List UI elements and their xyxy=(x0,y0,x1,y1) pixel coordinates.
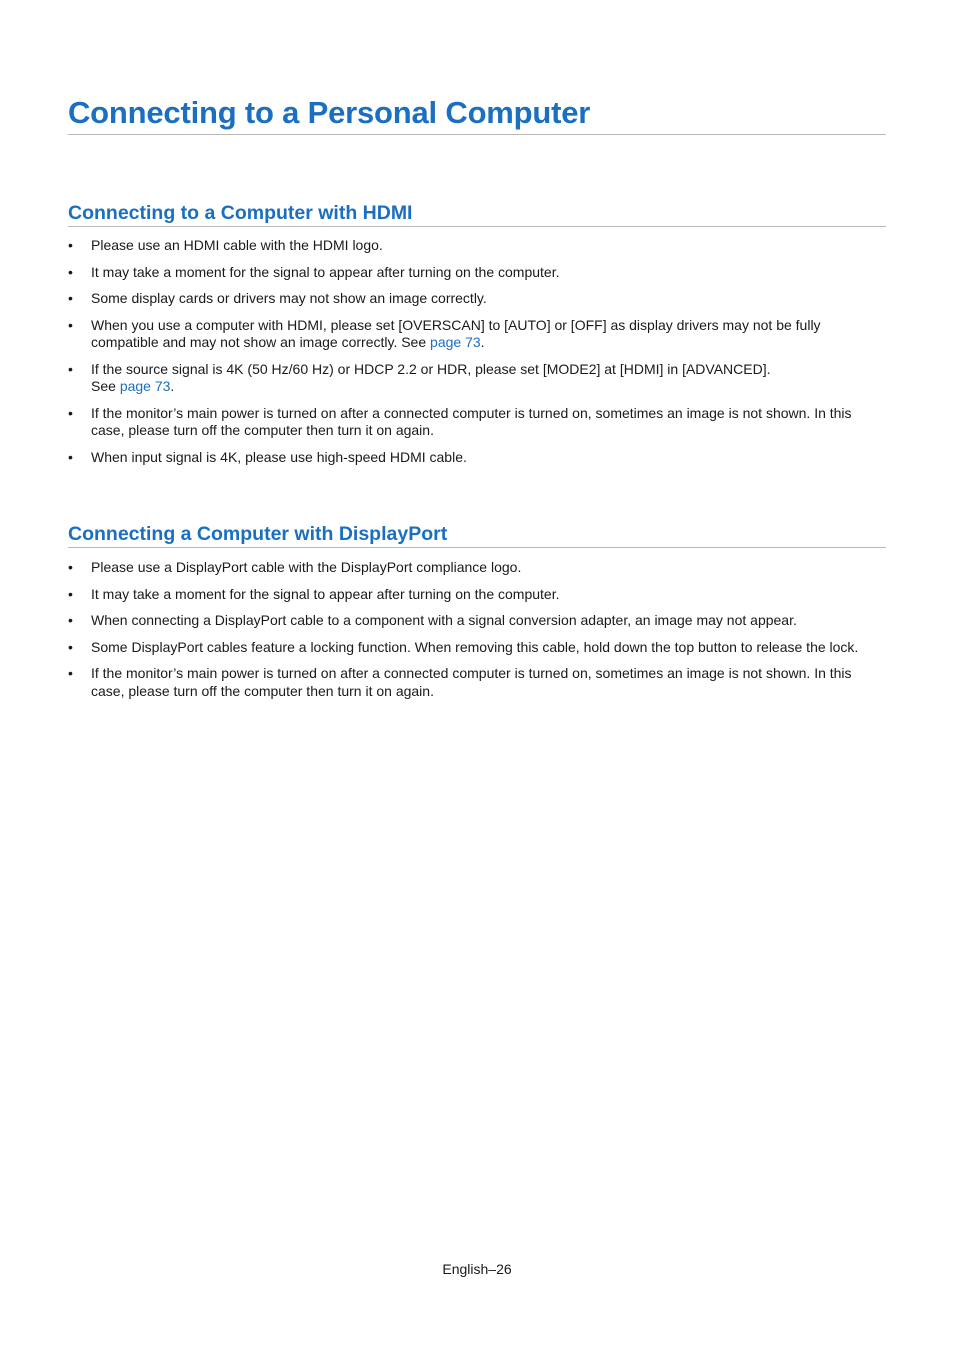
section-hdmi xyxy=(68,201,886,475)
bullet: • xyxy=(68,360,73,377)
list-item-text: It may take a moment for the signal to appear after turning on the computer. xyxy=(91,263,560,280)
list-item-text-end: . xyxy=(170,378,175,394)
bullet: • xyxy=(68,559,73,575)
section-heading-hdmi: Connecting to a Computer with HDMI xyxy=(68,201,886,227)
page-number: English–26 xyxy=(442,1261,512,1277)
bullet: • xyxy=(68,263,73,280)
list-item xyxy=(68,361,886,396)
bullet: • xyxy=(68,290,73,306)
page-title: Connecting to a Personal Computer xyxy=(68,94,886,135)
hdmi-list xyxy=(68,237,886,466)
list-item-text-end: . xyxy=(480,334,485,350)
bullet: • xyxy=(68,448,73,465)
list-item-text: Some display cards or drivers may not show an image correctly. xyxy=(91,290,487,306)
list-item-text: When input signal is 4K, please use high-speed HDMI cable. xyxy=(91,448,467,465)
list-item-text: It may take a moment for the signal to appear after turning on the computer. xyxy=(91,585,560,602)
bullet: • xyxy=(68,612,73,628)
list-item xyxy=(68,405,886,440)
section-heading-displayport: Connecting a Computer with DisplayPort xyxy=(68,522,886,548)
list-item-text: If the source signal is 4K (50 Hz/60 Hz) or HDCP 2.2 or HDR, please set [MODE2] at [HDMI] in [ADVANCED]. xyxy=(91,360,771,377)
page-link[interactable]: page 73 xyxy=(119,378,171,394)
list-item xyxy=(68,290,886,308)
bullet: • xyxy=(68,665,73,681)
list-item-text: When you use a computer with HDMI, please set [OVERSCAN] to [AUTO] or [OFF] as display drivers may not be fully compatible and may not show an image correctly. See xyxy=(91,316,821,350)
list-item-text: If the monitor’s main power is turned on after a connected computer is turned on, sometimes an image is not shown. In this case, please turn off the computer then turn it on again. xyxy=(91,404,852,438)
list-item xyxy=(68,449,886,467)
list-item-text: If the monitor’s main power is turned on after a connected computer is turned on, sometimes an image is not shown. In this case, please turn off the computer then turn it on again. xyxy=(91,665,852,699)
section-displayport xyxy=(68,522,886,709)
bullet: • xyxy=(68,237,73,253)
list-item xyxy=(68,317,886,352)
bullet: • xyxy=(68,638,73,655)
list-item xyxy=(68,559,886,577)
list-item xyxy=(68,264,886,282)
list-item-text: Some DisplayPort cables feature a locking function. When removing this cable, hold down the top button to release the lock. xyxy=(91,638,859,655)
bullet: • xyxy=(68,404,73,421)
list-item xyxy=(68,665,886,700)
list-item-text: Please use a DisplayPort cable with the DisplayPort compliance logo. xyxy=(91,559,522,575)
displayport-list xyxy=(68,559,886,700)
list-item xyxy=(68,639,886,657)
bullet: • xyxy=(68,316,73,333)
list-item-text: When connecting a DisplayPort cable to a component with a signal conversion adapter, an image may not appear. xyxy=(91,612,797,628)
list-item xyxy=(68,237,886,255)
page-link[interactable]: page 73 xyxy=(430,334,481,350)
list-item xyxy=(68,586,886,604)
list-item-text: Please use an HDMI cable with the HDMI logo. xyxy=(91,237,383,253)
bullet: • xyxy=(68,585,73,602)
list-item xyxy=(68,612,886,630)
list-item-text-see: See xyxy=(91,378,120,394)
